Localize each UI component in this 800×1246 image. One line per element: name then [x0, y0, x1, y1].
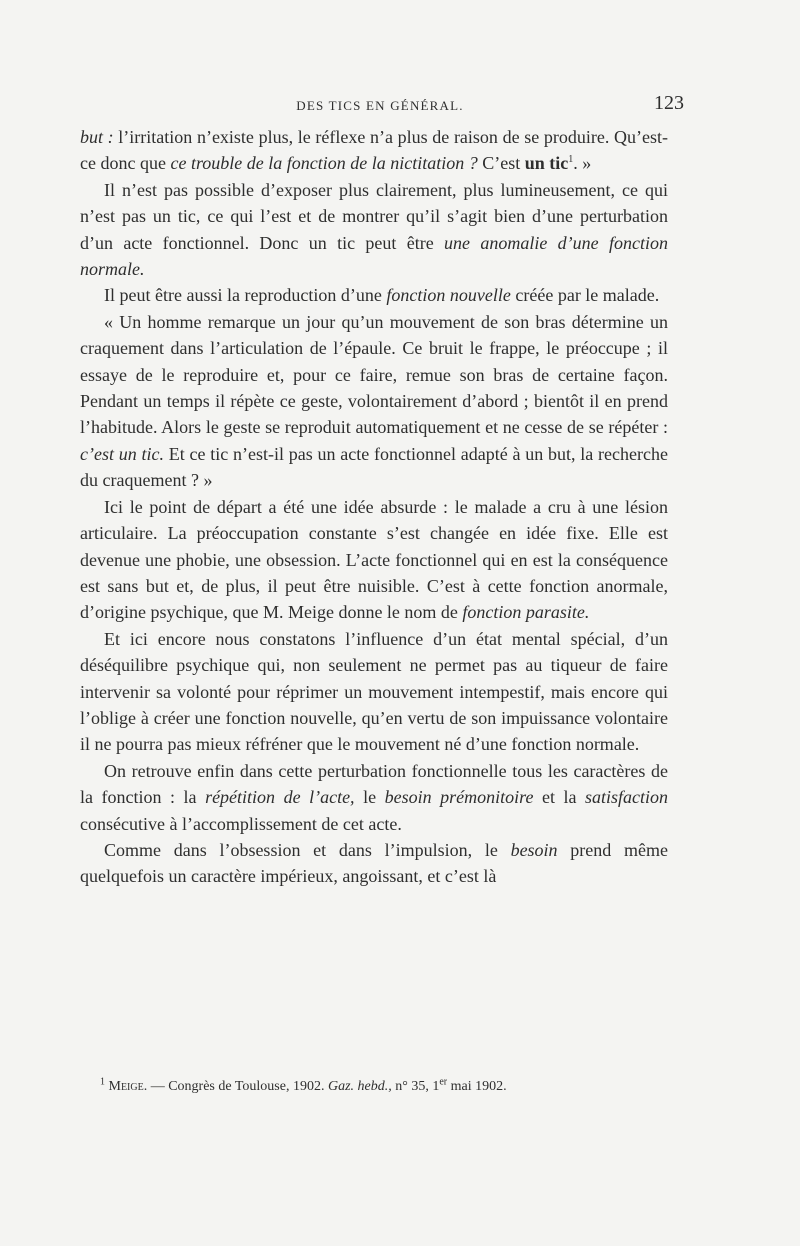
- paragraph-2: [80, 177, 668, 283]
- text: Ici le point de départ a été une idée absurde : le malade a cru à une lésion articulaire. La préoccupation constante s’est changée en idée fixe. Elle est devenue une phobie, une obsession. L’acte fonctionnel qui en est la conséquence est sans but et, de plus, il peut être nuisible. C’est à cette fonction anormale, d’origine psychique, que M. Meige donne le nom de: [80, 496, 668, 623]
- italic-text: satisfaction: [585, 787, 669, 808]
- text: Il n’est pas possible d’exposer plus clairement, plus lumineusement, ce qui n’est pas un tic, ce qui l’est et de montrer qu’il s’agit bien d’une perturbation d’un acte fonctionnel. Donc un tic peut être: [80, 179, 668, 253]
- page-number: 123: [654, 92, 684, 114]
- paragraph-4: [80, 309, 668, 494]
- paragraph-7: [80, 758, 668, 837]
- italic-text: ce trouble de la fonction de la nictitation ?: [170, 153, 478, 174]
- text: Il peut être aussi la reproduction d’une: [104, 285, 387, 306]
- italic-text: besoin: [510, 839, 558, 860]
- bold-text: un tic: [524, 153, 569, 174]
- text: . »: [573, 153, 592, 174]
- text: mai 1902.: [447, 1079, 507, 1094]
- italic-text: but :: [80, 127, 114, 147]
- italic-text: une anomalie d’une fonction normale.: [80, 232, 668, 280]
- running-title: DES TICS EN GÉNÉRAL.: [296, 98, 464, 113]
- italic-text: fonction parasite.: [462, 602, 590, 623]
- paragraph-1: [80, 124, 668, 177]
- footnote-author: Meige.: [108, 1079, 148, 1094]
- text: n° 35, 1: [391, 1079, 440, 1094]
- superscript: er: [439, 1076, 448, 1088]
- italic-text: répétition de l’acte,: [205, 787, 355, 808]
- text: prend même quelquefois un caractère impérieux, angoissant, et c’est là: [80, 839, 668, 887]
- text: C’est: [477, 153, 525, 174]
- paragraph-8: [80, 837, 668, 890]
- paragraph-5: [80, 494, 668, 626]
- footnote: [100, 1078, 668, 1096]
- italic-text: fonction nouvelle: [386, 285, 511, 306]
- text: Et ici encore nous constatons l’influence d’un état mental spécial, d’un déséquilibre psychique qui, non seulement ne permet pas au tiqueur de faire intervenir sa volonté pour réprimer un mouvement intempestif, mais encore qui l’oblige à créer une fonction nouvelle, qu’en vertu de son impuissance volontaire il ne pourra pas mieux réfréner que le mouvement né d’une fonction normale.: [80, 628, 668, 755]
- text: Comme dans l’obsession et dans l’impulsion, le: [104, 839, 511, 860]
- italic-text: c’est un tic.: [80, 443, 164, 464]
- paragraph-6: [80, 626, 668, 758]
- text: le: [354, 787, 385, 808]
- paragraph-3: [80, 282, 668, 308]
- text: On retrouve enfin dans cette perturbation fonctionnelle tous les caractères de la fonction : la: [80, 760, 668, 808]
- text: « Un homme remarque un jour qu’un mouvement de son bras détermine un craquement dans l’articulation de l’épaule. Ce bruit le frappe, le préoccupe ; il essaye de le reproduire et, pour ce faire, remue son bras de certaine façon. Pendant un temps il répète ce geste, volontairement d’abord ; bientôt il en prend l’habitude. Alors le geste se reproduit automatiquement et ne cesse de se répéter :: [80, 311, 668, 438]
- text: et la: [533, 787, 585, 808]
- footnote-journal: Gaz. hebd.,: [327, 1079, 392, 1094]
- text: créée par le malade.: [510, 285, 660, 306]
- italic-text: besoin prémonitoire: [384, 787, 534, 808]
- running-head: [80, 92, 684, 118]
- text: l’irritation n’existe plus, le réflexe n’a plus de raison de se produire. Qu’est-ce donc que: [80, 127, 668, 174]
- text: — Congrès de Toulouse, 1902.: [147, 1079, 328, 1094]
- text: Et ce tic n’est-il pas un acte fonctionnel adapté à un but, la recherche du craquement ? »: [80, 443, 668, 491]
- text: consécutive à l’accomplissement de cet acte.: [80, 813, 402, 834]
- footnote-marker: 1: [100, 1076, 105, 1088]
- footnote-ref: 1: [568, 154, 574, 166]
- body-text: [80, 124, 668, 890]
